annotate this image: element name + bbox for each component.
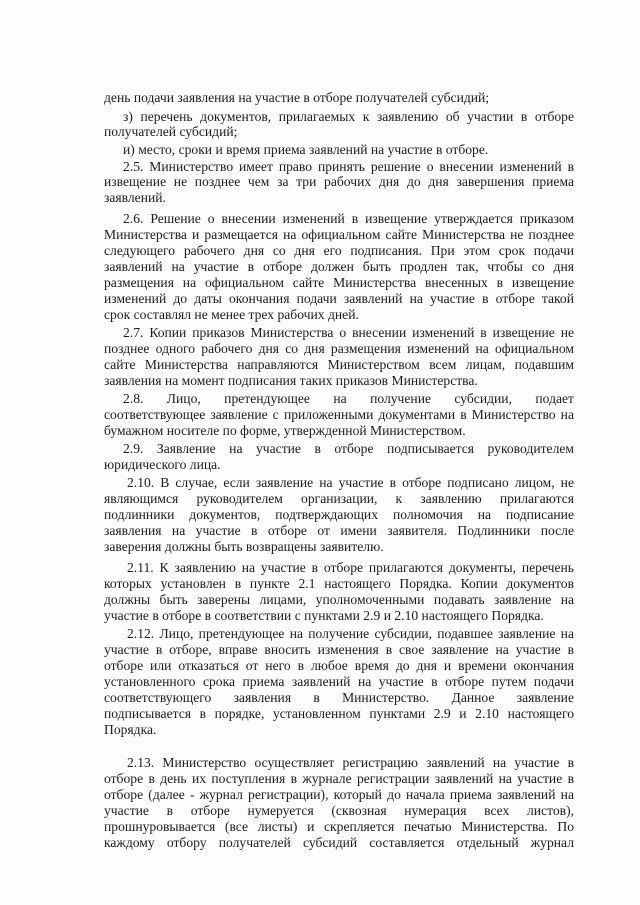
- text-line: отборе в день их поступления в журнале регистрации заявлений на участие в: [104, 771, 574, 786]
- text-line: юридического лица.: [104, 457, 221, 472]
- text-line: отборе или отказаться от него в любое время до дня и времени окончания: [104, 658, 574, 673]
- text-line: являющимся руководителем организации, к заявлению прилагаются: [104, 491, 574, 506]
- text-line: размещения на официальном сайте Министерства внесенных в извещение: [104, 275, 574, 290]
- text-line: 2.5. Министерство имеет право принять решение о внесении изменений в: [123, 159, 574, 174]
- text-line: участие в отборе, вправе вносить изменения в свое заявление на участие в: [104, 642, 574, 657]
- text-line: соответствующее заявление с приложенными документами в Министерство на: [104, 407, 574, 422]
- text-line: должны быть заверены лицами, уполномоченными подавать заявление на: [104, 592, 574, 607]
- text-line: 2.12. Лицо, претендующее на получение субсидии, подавшее заявление на: [127, 626, 574, 641]
- text-line: изменений до даты окончания подачи заявлений на участие в отборе такой: [104, 291, 574, 306]
- text-line: 2.9. Заявление на участие в отборе подписывается руководителем: [123, 441, 574, 456]
- text-line: срок составлял не менее трех рабочих дней.: [104, 307, 359, 322]
- text-line: и) место, сроки и время приема заявлений на участие в отборе.: [123, 142, 489, 157]
- text-line: следующего рабочего дня со дня его подписания. При этом срок подачи: [104, 243, 574, 258]
- text-line: подлинники документов, подтверждающих полномочия на подписание: [104, 507, 574, 522]
- text-line: 2.6. Решение о внесении изменений в извещение утверждается приказом: [123, 211, 574, 226]
- text-line: подписывается в порядке, установленном пунктами 2.9 и 2.10 настоящего: [104, 706, 574, 721]
- text-line: заявлений.: [104, 190, 166, 205]
- text-line: соответствующего заявления в Министерство. Данное заявление: [104, 690, 574, 705]
- text-line: сайте Министерства направляются Министерством всем лицам, подавшим: [104, 357, 574, 372]
- text-line: 2.10. В случае, если заявление на участие в отборе подписано лицом, не: [127, 475, 574, 490]
- text-line: участие в отборе в соответствии с пунктами 2.9 и 2.10 настоящего Порядка.: [104, 608, 544, 623]
- text-line: установленного срока приема заявлений на участие в отборе путем подачи: [104, 674, 574, 689]
- text-line: заверения должны быть возвращены заявителю.: [104, 539, 384, 554]
- text-line: бумажном носителе по форме, утвержденной Министерством.: [104, 423, 466, 438]
- text-line: Порядка.: [104, 722, 157, 737]
- text-line: получателей субсидий;: [104, 124, 238, 139]
- text-line: 2.11. К заявлению на участие в отборе прилагаются документы, перечень: [127, 560, 574, 575]
- text-line: день подачи заявления на участие в отборе получателей субсидий;: [104, 90, 490, 105]
- text-line: з) перечень документов, прилагаемых к заявлению об участии в отборе: [123, 109, 574, 124]
- text-line: заявления на момент подписания таких приказов Министерства.: [104, 373, 478, 388]
- text-line: участие в отборе нумеруется (сквозная нумерация всех листов),: [104, 803, 574, 818]
- text-line: прошнуровывается (все листы) и скрепляется печатью Министерства. По: [104, 819, 574, 834]
- text-line: извещение не позднее чем за три рабочих дня до дня завершения приема: [104, 174, 574, 189]
- text-line: которых установлен в пункте 2.1 настоящего Порядка. Копии документов: [104, 576, 574, 591]
- text-line: каждому отбору получателей субсидий составляется отдельный журнал: [104, 835, 574, 850]
- text-line: заявления на участие в отборе от имени заявителя. Подлинники после: [104, 523, 574, 538]
- text-line: 2.7. Копии приказов Министерства о внесении изменений в извещение не: [123, 325, 574, 340]
- text-line: Министерства и размещается на официальном сайте Министерства не позднее: [104, 227, 574, 242]
- text-line: заявлений на участие в отборе должен быть продлен так, чтобы со дня: [104, 259, 574, 274]
- text-line: позднее одного рабочего дня со дня размещения изменений на официальном: [104, 341, 574, 356]
- text-line: 2.13. Министерство осуществляет регистрацию заявлений на участие в: [127, 755, 574, 770]
- text-line: отборе (далее - журнал регистрации), который до начала приема заявлений на: [104, 787, 574, 802]
- text-line: 2.8. Лицо, претендующее на получение субсидии, подает: [123, 391, 574, 406]
